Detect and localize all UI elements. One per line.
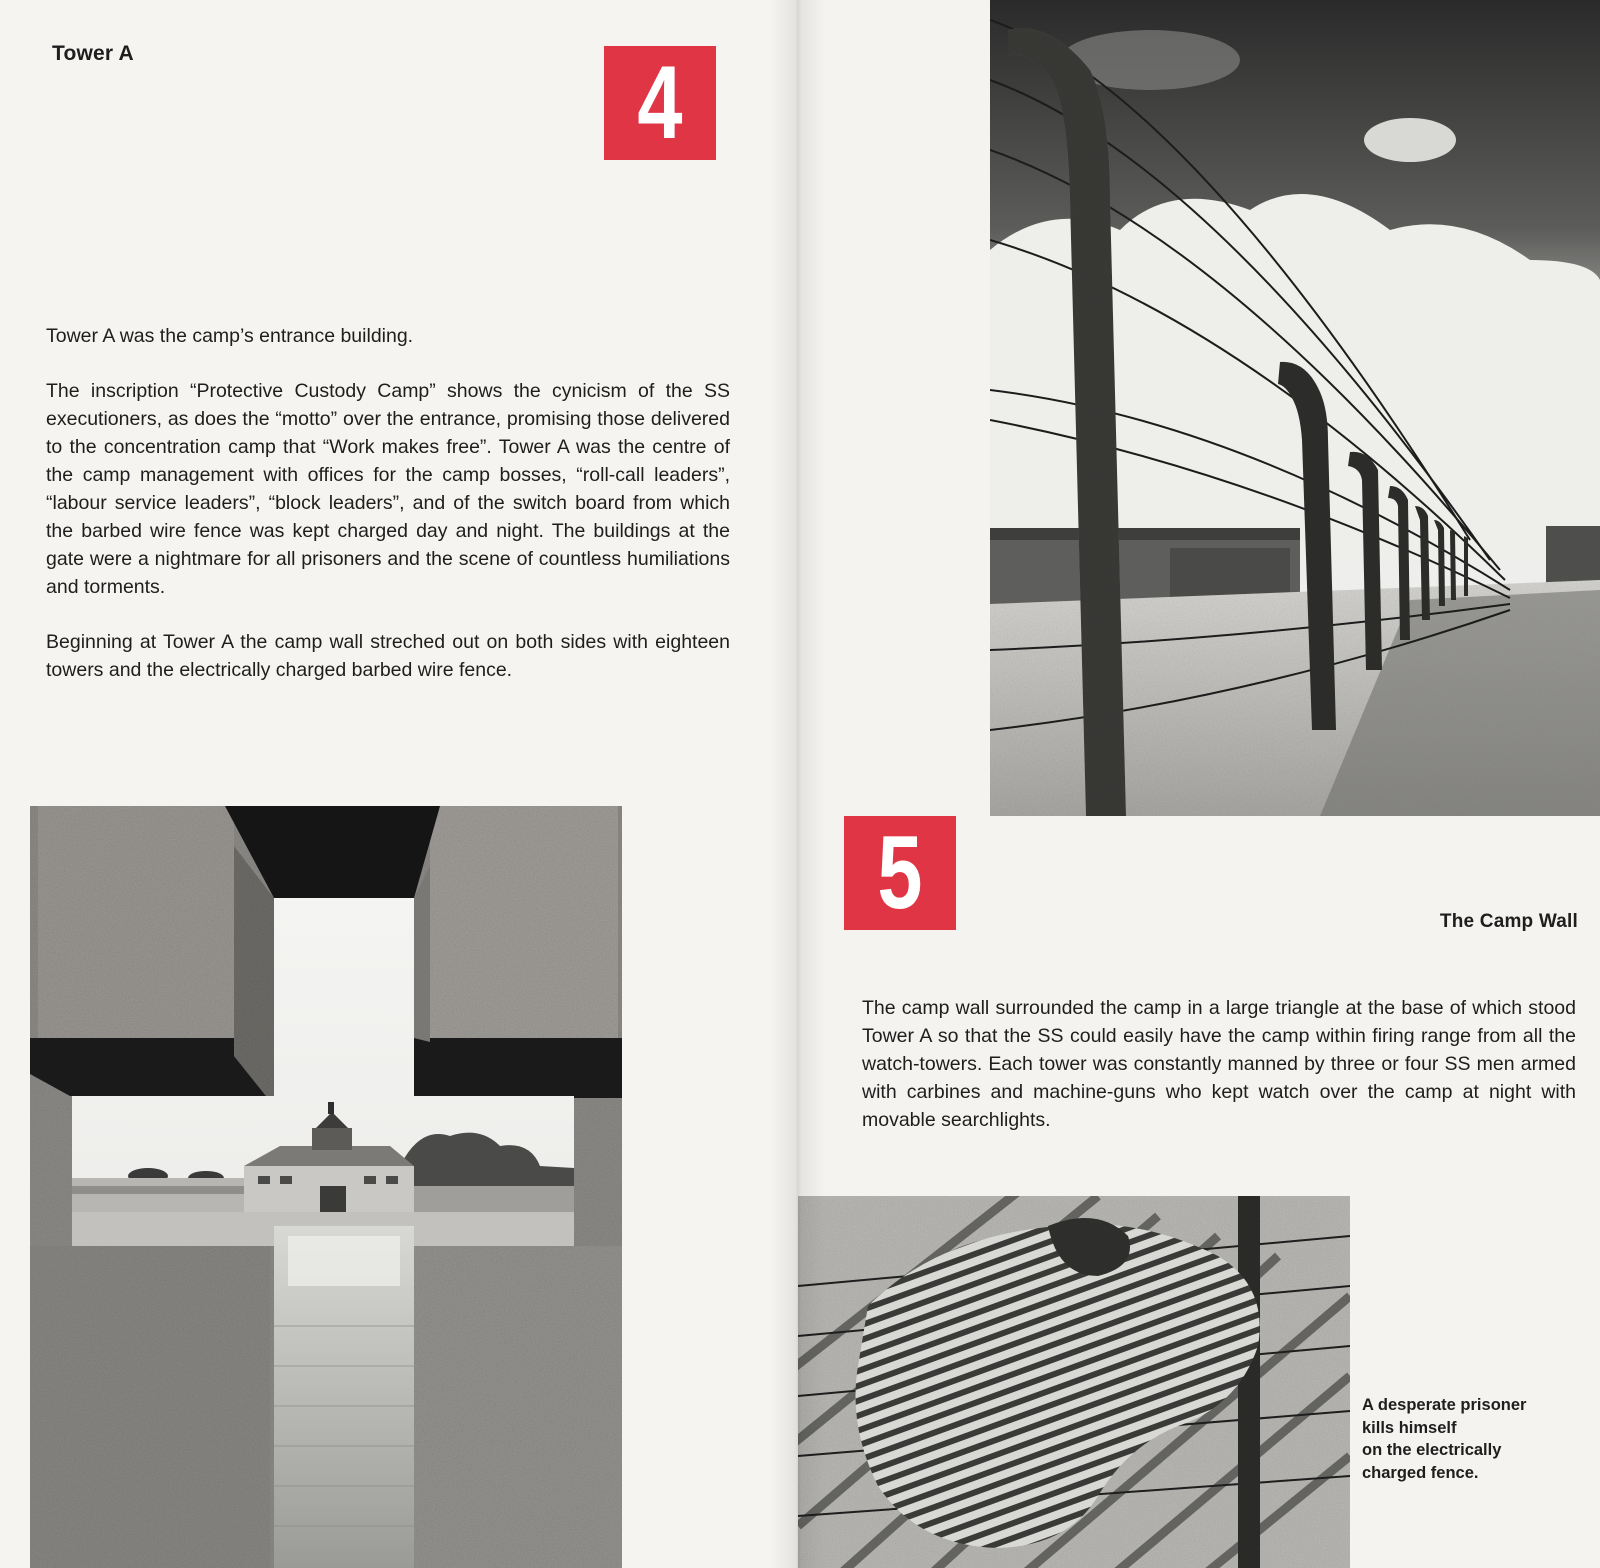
caption-line-1: A desperate prisoner [1362,1396,1527,1414]
tower-a-heading: Tower A [52,42,134,65]
tower-a-text [46,322,730,711]
paragraph-entrance: Tower A was the camp’s entrance building. [46,325,414,347]
paragraph-inscription: The inscription “Protective Custody Camp” shows the cynicism of the SS executioners, as does the “motto” over the entrance, promising those delivered to the concentration camp that “Work makes free”. Tower A was the centre of the camp management with offices for the camp bosses, “roll-call leaders”, “labour service leaders”, “block leaders”, and of the switch board from which the barbed wire fence was kept charged day and night. The buildings at the gate were a nightmare for all prisoners and the scene of countless humiliations and torments. [46,380,730,598]
barbed-wire-fence-photo [990,0,1600,816]
left-page [0,0,798,1568]
section-number-badge-4 [604,46,716,160]
cross-opening-photo [30,806,622,1568]
section-number-badge-5 [844,816,956,930]
paragraph-camp-wall-description: The camp wall surrounded the camp in a large triangle at the base of which stood Tower A so that the SS could easily have the camp within firing range from all the watch-towers. Each tower was constantly manned by three or four SS men armed with carbines and machine-guns who kept watch over the camp at night with movable searchlights. [862,997,1576,1131]
book-gutter [770,0,826,1568]
camp-wall-text [862,994,1576,1161]
caption-line-3: on the electrically [1362,1441,1502,1459]
paragraph-camp-wall: Beginning at Tower A the camp wall streched out on both sides with eighteen towers and the electrically charged barbed wire fence. [46,631,730,681]
caption-line-2: kills himself [1362,1418,1457,1437]
caption-line-4: charged fence. [1362,1463,1479,1482]
right-page [798,0,1600,1568]
camp-wall-heading: The Camp Wall [1439,911,1578,932]
prisoner-photo-caption [1362,1394,1582,1484]
section-number-5: 5 [877,814,923,931]
prisoner-on-fence-photo [798,1196,1350,1568]
section-number-4: 4 [637,44,683,161]
